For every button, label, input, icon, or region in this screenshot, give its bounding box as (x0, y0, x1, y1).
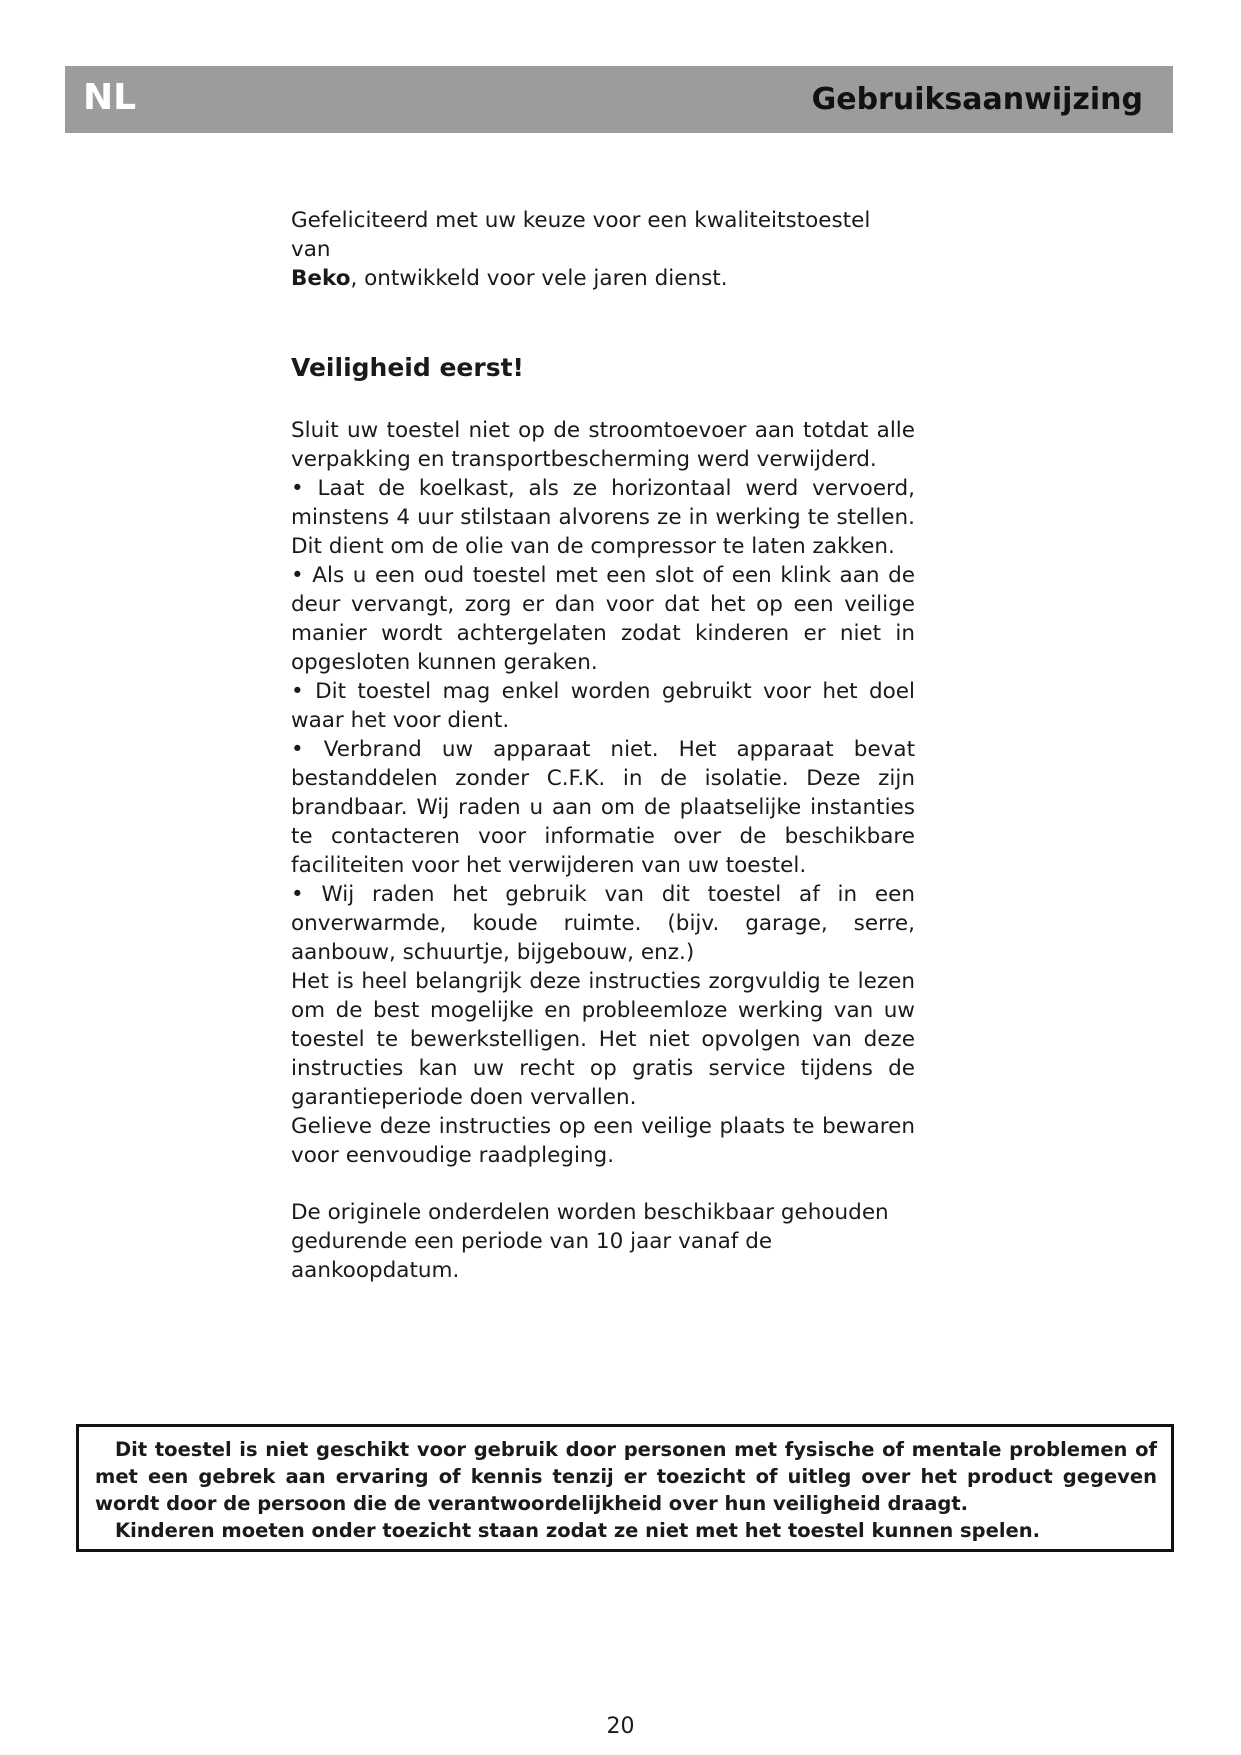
safety-paragraph: • Verbrand uw apparaat niet. Het apparaat bevat bestanddelen zonder C.F.K. in de isolatie. Deze zijn brandbaar. Wij raden u aan om de plaatselijke instanties te contacteren voor informatie over de beschikbare faciliteiten voor het verwijderen van uw toestel. (291, 737, 915, 878)
safety-paragraph: • Wij raden het gebruik van dit toestel af in een onverwarmde, koude ruimte. (bijv. garage, serre, aanbouw, schuurtje, bijgebouw, enz.) (291, 882, 915, 965)
safety-heading: Veiligheid eerst! (291, 353, 524, 382)
intro-line-2: , ontwikkeld voor vele jaren dienst. (350, 266, 728, 291)
safety-paragraph: Sluit uw toestel niet op de stroomtoevoer aan totdat alle verpakking en transportbescherming werd verwijderd. (291, 418, 915, 472)
safety-paragraph: Gelieve deze instructies op een veilige plaats te bewaren voor eenvoudige raadpleging. (291, 1114, 915, 1168)
safety-paragraph: Het is heel belangrijk deze instructies zorgvuldig te lezen om de best mogelijke en probleemloze werking van uw toestel te bewerkstelligen. Het niet opvolgen van deze instructies kan uw recht op gratis service tijdens de garantieperiode doen vervallen. (291, 969, 915, 1110)
warning-paragraph: Kinderen moeten onder toezicht staan zodat ze niet met het toestel kunnen spelen. (115, 1519, 1041, 1542)
header-bar (65, 66, 1173, 133)
document-title: Gebruiksaanwijzing (811, 82, 1143, 117)
warning-box (76, 1424, 1174, 1552)
intro-line-1: Gefeliciteerd met uw keuze voor een kwaliteitstoestel van (291, 208, 871, 262)
safety-paragraph: • Als u een oud toestel met een slot of een klink aan de deur vervangt, zorg er dan voor dat het op een veilige manier wordt achtergelaten zodat kinderen er niet in opgesloten kunnen geraken. (291, 563, 915, 675)
brand-name: Beko (291, 266, 351, 291)
safety-paragraph: • Laat de koelkast, als ze horizontaal werd vervoerd, minstens 4 uur stilstaan alvorens ze in werking te stellen. Dit dient om de olie van de compressor te laten zakken. (291, 476, 915, 559)
safety-paragraph: • Dit toestel mag enkel worden gebruikt voor het doel waar het voor dient. (291, 679, 915, 733)
intro-text (291, 206, 915, 293)
language-code: NL (83, 77, 137, 118)
warning-paragraph: Dit toestel is niet geschikt voor gebruik door personen met fysische of mentale problemen of met een gebrek aan ervaring of kennis tenzij er toezicht of uitleg over het product gegeven wordt door de persoon die de verantwoordelijkheid over hun veiligheid draagt. (95, 1438, 1157, 1515)
page-number: 20 (606, 1714, 635, 1739)
safety-instructions (291, 416, 915, 1170)
spare-parts-notice: De originele onderdelen worden beschikbaar gehouden gedurende een periode van 10 jaar vanaf de aankoopdatum. (291, 1200, 889, 1283)
